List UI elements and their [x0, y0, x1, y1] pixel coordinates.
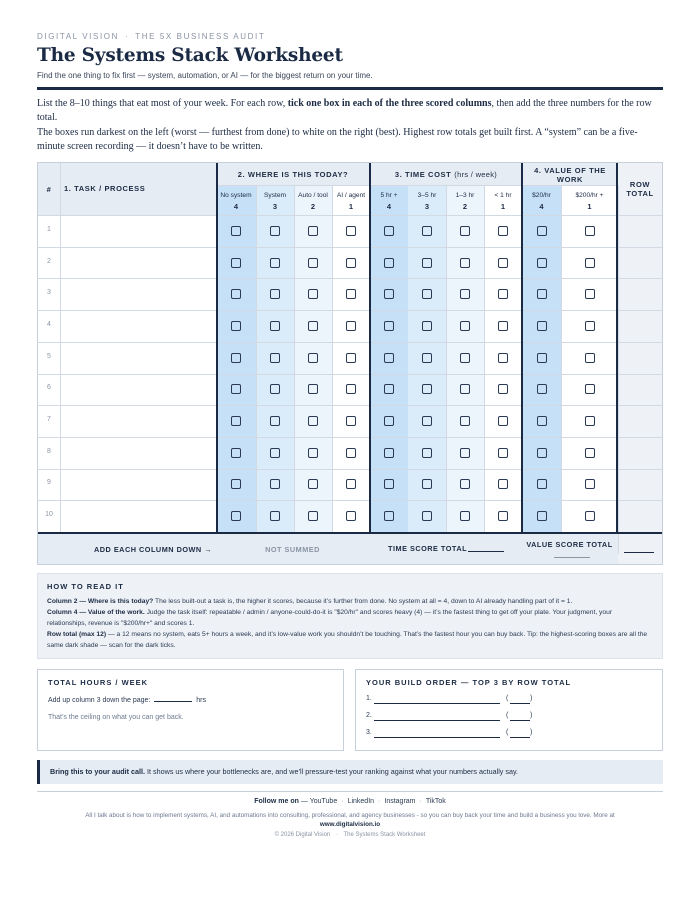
score-checkbox[interactable]: [270, 258, 280, 268]
score-checkbox[interactable]: [270, 511, 280, 521]
total-hours-title: TOTAL HOURS / WEEK: [48, 678, 149, 687]
group-3-col-0-label: 5 hr +: [380, 192, 398, 199]
row-number: 3: [47, 289, 51, 296]
build-order-paren-close: ): [530, 712, 533, 719]
score-checkbox[interactable]: [585, 258, 595, 268]
score-checkbox[interactable]: [384, 353, 394, 363]
group-3-unit: (hrs / week): [454, 170, 498, 179]
score-checkbox[interactable]: [231, 511, 241, 521]
value-total-blank[interactable]: [554, 557, 590, 558]
kicker-brand: DIGITAL VISION: [37, 32, 119, 41]
score-checkbox[interactable]: [422, 416, 432, 426]
score-checkbox[interactable]: [270, 321, 280, 331]
score-checkbox[interactable]: [460, 384, 470, 394]
score-checkbox[interactable]: [460, 479, 470, 489]
row-total-input[interactable]: [620, 278, 662, 310]
build-order-paren-open: (: [506, 695, 509, 702]
score-checkbox[interactable]: [585, 226, 595, 236]
score-checkbox[interactable]: [460, 289, 470, 299]
score-checkbox[interactable]: [270, 416, 280, 426]
score-checkbox[interactable]: [308, 289, 318, 299]
group-2-col-3-score: 1: [348, 202, 354, 211]
section-divider: [616, 163, 618, 564]
build-order-score-blank[interactable]: [510, 703, 530, 704]
kicker-series: THE 5X BUSINESS AUDIT: [135, 32, 266, 41]
row-number: 8: [47, 448, 51, 455]
build-order-item: [366, 695, 656, 705]
task-input[interactable]: [60, 374, 216, 406]
sub-header-divider: [216, 185, 618, 186]
score-checkbox[interactable]: [270, 479, 280, 489]
section-divider: [369, 163, 371, 564]
score-checkbox[interactable]: [270, 448, 280, 458]
intro-paragraph-1: [37, 97, 663, 125]
site-link[interactable]: www.digitalvision.io: [319, 821, 381, 828]
title-rule: [37, 87, 663, 90]
score-checkbox[interactable]: [384, 416, 394, 426]
time-total-blank[interactable]: [468, 551, 504, 552]
score-checkbox[interactable]: [308, 416, 318, 426]
score-checkbox[interactable]: [498, 416, 508, 426]
footer-value-total: VALUE SCORE TOTAL: [526, 540, 613, 549]
score-checkbox[interactable]: [422, 353, 432, 363]
score-checkbox[interactable]: [585, 289, 595, 299]
score-checkbox[interactable]: [460, 226, 470, 236]
group-4-title-line2: WORK: [556, 175, 584, 184]
group-3-col-0-score: 4: [386, 202, 392, 211]
intro-paragraph-2: The boxes run darkest on the left (worst — furthest from done) to white on the right (best). Highest row totals get built first. A “system” can be a five-minute screen recording — it doesn’t have to be written.: [37, 127, 638, 152]
score-checkbox[interactable]: [537, 289, 547, 299]
task-input[interactable]: [60, 405, 216, 437]
copyright: [0, 832, 700, 838]
build-order-paren-close: ): [530, 729, 533, 736]
row-total-line2: TOTAL: [626, 189, 654, 198]
row-total-input[interactable]: [620, 405, 662, 437]
group-4-col-0-score: 4: [539, 202, 544, 211]
audit-emphasis: Bring this to your audit call.: [50, 767, 146, 776]
group-3-title: 3. TIME COST: [394, 170, 452, 179]
row-number: 5: [47, 353, 51, 360]
score-checkbox[interactable]: [384, 226, 394, 236]
score-checkbox[interactable]: [384, 479, 394, 489]
score-checkbox[interactable]: [231, 226, 241, 236]
audit-text: [50, 767, 518, 776]
row-total-sum-blank[interactable]: [624, 552, 654, 553]
how-to-read-column-2-text: The less built-out a task is, the higher it scores, because it’s further from done. No system at all = 4, down to AI already handling part of it = 1.: [153, 598, 573, 605]
audit-body: It shows us where your bottlenecks are, and we’ll pressure-test your ranking against what your numbers actually say.: [145, 767, 519, 776]
how-to-read-title: HOW TO READ IT: [47, 582, 124, 591]
score-checkbox[interactable]: [346, 226, 356, 236]
how-to-read-row-total-label: Row total (max 12): [47, 631, 107, 638]
build-order-paren-close: ): [530, 695, 533, 702]
task-input[interactable]: [60, 469, 216, 501]
copyright-separator: ·: [335, 832, 338, 838]
social-separator: ·: [378, 798, 381, 805]
column-divider: [256, 185, 257, 532]
group-3-col-1-label: 3–5 hr: [417, 192, 437, 199]
row-total-input[interactable]: [620, 342, 662, 374]
footer-not-summed: NOT SUMMED: [265, 545, 320, 554]
score-checkbox[interactable]: [231, 448, 241, 458]
task-input[interactable]: [60, 278, 216, 310]
score-checkbox[interactable]: [422, 384, 432, 394]
follow-dash: —: [300, 798, 308, 805]
score-checkbox[interactable]: [346, 416, 356, 426]
group-3-col-2-label: 1–3 hr: [455, 192, 475, 199]
score-checkbox[interactable]: [498, 353, 508, 363]
score-checkbox[interactable]: [346, 321, 356, 331]
total-hours-box: [37, 669, 344, 751]
score-checkbox[interactable]: [422, 511, 432, 521]
column-task-header: 1. TASK / PROCESS: [64, 184, 146, 193]
column-hash-header: #: [46, 185, 52, 194]
footer-time-total: TIME SCORE TOTAL: [388, 544, 468, 553]
group-4-col-1-score: 1: [587, 202, 592, 211]
score-checkbox[interactable]: [585, 384, 595, 394]
score-checkbox[interactable]: [460, 448, 470, 458]
score-checkbox[interactable]: [422, 321, 432, 331]
row-total-input[interactable]: [620, 437, 662, 469]
task-input[interactable]: [60, 215, 216, 247]
score-checkbox[interactable]: [231, 479, 241, 489]
group-4-title-line1: 4. VALUE OF THE: [534, 166, 606, 175]
how-to-read-column-4-text: Judge the task itself: repeatable / admin / anyone-could-do-it is "$20/hr" and scores heavy (4) — it’s the fastest thing to get off your plate. Your judgment, your relationships, revenue is "$200/hr+" and scores 1.: [47, 609, 613, 627]
score-checkbox[interactable]: [270, 353, 280, 363]
score-checkbox[interactable]: [422, 226, 432, 236]
group-3-col-2-score: 2: [462, 202, 468, 211]
score-checkbox[interactable]: [308, 321, 318, 331]
social-link-tiktok[interactable]: TikTok: [425, 798, 446, 805]
score-checkbox[interactable]: [585, 511, 595, 521]
score-checkbox[interactable]: [231, 258, 241, 268]
group-4-header: [522, 166, 618, 184]
footer-add-label: ADD EACH COLUMN DOWN →: [93, 545, 212, 554]
score-checkbox[interactable]: [460, 321, 470, 331]
copyright-doc: The Systems Stack Worksheet: [343, 832, 426, 838]
kicker: [37, 32, 265, 41]
score-checkbox[interactable]: [537, 416, 547, 426]
how-to-read-column-2: [47, 596, 651, 607]
row-number: 7: [47, 416, 51, 423]
build-order-item: [366, 712, 656, 722]
column-divider: [332, 185, 333, 532]
score-checkbox[interactable]: [585, 416, 595, 426]
group-2-col-2-score: 2: [310, 202, 316, 211]
build-order-item: [366, 729, 656, 739]
task-input[interactable]: [60, 247, 216, 279]
score-checkbox[interactable]: [346, 289, 356, 299]
score-checkbox[interactable]: [346, 353, 356, 363]
score-checkbox[interactable]: [460, 353, 470, 363]
section-divider: [521, 163, 523, 564]
build-order-task-blank[interactable]: [374, 737, 500, 738]
task-input[interactable]: [60, 437, 216, 469]
score-checkbox[interactable]: [585, 448, 595, 458]
group-4-col-0-label: $20/hr: [532, 192, 551, 199]
how-to-read-row-total-text: — a 12 means no system, eats 5+ hours a week, and it’s low-value work you shouldn’t be touching. That’s the fastest hour you can buy back. Tip: the highest-scoring boxes are all the same dark shade — scan for the dark ticks.: [47, 631, 648, 649]
score-checkbox[interactable]: [498, 289, 508, 299]
task-input[interactable]: [60, 342, 216, 374]
score-checkbox[interactable]: [270, 384, 280, 394]
build-order-paren-open: (: [506, 729, 509, 736]
score-checkbox[interactable]: [537, 479, 547, 489]
score-checkbox[interactable]: [346, 384, 356, 394]
row-total-input[interactable]: [620, 374, 662, 406]
how-to-read-panel: [37, 573, 663, 659]
row-number: 1: [47, 226, 51, 233]
build-order-score-blank[interactable]: [510, 737, 530, 738]
build-order-task-blank[interactable]: [374, 703, 500, 704]
score-checkbox[interactable]: [422, 289, 432, 299]
audit-callout: [37, 760, 663, 784]
social-link-linkedin[interactable]: LinkedIn: [347, 798, 375, 805]
total-hours-prompt: Add up column 3 down the page:: [48, 697, 151, 704]
total-hours-unit: hrs: [196, 697, 206, 704]
build-order-number: 2.: [366, 712, 372, 719]
row-number: 10: [45, 511, 53, 518]
score-checkbox[interactable]: [498, 321, 508, 331]
about-body: All I talk about is how to implement systems, AI, and automations into consulting, professional, and agency businesses - so you can buy back your time and build a business you love. More at: [85, 812, 615, 819]
score-checkbox[interactable]: [384, 511, 394, 521]
score-checkbox[interactable]: [346, 448, 356, 458]
group-4-col-1-label: $200/hr +: [575, 192, 604, 199]
score-checkbox[interactable]: [231, 353, 241, 363]
intro-emphasis: tick one box in each of the three scored columns: [287, 98, 492, 109]
build-order-box: [355, 669, 663, 751]
score-checkbox[interactable]: [422, 479, 432, 489]
how-to-read-row-total: [47, 629, 651, 651]
score-checkbox[interactable]: [308, 384, 318, 394]
group-3-header: [370, 170, 522, 179]
row-number: 2: [47, 258, 51, 265]
score-checkbox[interactable]: [231, 321, 241, 331]
score-checkbox[interactable]: [308, 226, 318, 236]
score-checkbox[interactable]: [537, 448, 547, 458]
score-checkbox[interactable]: [308, 258, 318, 268]
social-separator: ·: [419, 798, 422, 805]
score-checkbox[interactable]: [537, 353, 547, 363]
score-checkbox[interactable]: [346, 511, 356, 521]
group-2-col-3-label: AI / agent: [336, 192, 366, 199]
score-checkbox[interactable]: [346, 258, 356, 268]
score-checkbox[interactable]: [498, 258, 508, 268]
group-3-col-3-score: 1: [500, 202, 506, 211]
task-input[interactable]: [60, 310, 216, 342]
total-hours-blank[interactable]: [154, 701, 192, 702]
score-checkbox[interactable]: [585, 353, 595, 363]
score-checkbox[interactable]: [422, 258, 432, 268]
column-divider: [294, 185, 295, 532]
score-checkbox[interactable]: [270, 289, 280, 299]
score-checkbox[interactable]: [498, 226, 508, 236]
score-checkbox[interactable]: [537, 258, 547, 268]
score-checkbox[interactable]: [231, 416, 241, 426]
score-checkbox[interactable]: [537, 226, 547, 236]
score-checkbox[interactable]: [585, 479, 595, 489]
score-checkbox[interactable]: [384, 321, 394, 331]
row-total-input[interactable]: [620, 500, 662, 532]
row-total-header: [618, 180, 662, 198]
group-2-col-0-score: 4: [233, 202, 239, 211]
score-checkbox[interactable]: [460, 511, 470, 521]
group-2-col-1-label: System: [264, 192, 286, 199]
score-checkbox[interactable]: [346, 479, 356, 489]
group-2-col-2-label: Auto / tool: [298, 192, 328, 199]
how-to-read-column-4: [47, 607, 651, 629]
build-order-number: 1.: [366, 695, 372, 702]
build-order-task-blank[interactable]: [374, 720, 500, 721]
task-input[interactable]: [60, 500, 216, 532]
build-order-paren-open: (: [506, 712, 509, 719]
group-2-col-0-label: No system: [220, 192, 252, 199]
worksheet-table: [37, 162, 663, 565]
row-total-input[interactable]: [620, 215, 662, 247]
build-order-score-blank[interactable]: [510, 720, 530, 721]
follow-line: [0, 798, 700, 805]
row-total-input[interactable]: [620, 310, 662, 342]
score-checkbox[interactable]: [498, 448, 508, 458]
group-3-col-3-label: < 1 hr: [494, 192, 512, 199]
row-total-input[interactable]: [620, 247, 662, 279]
copyright-owner: © 2026 Digital Vision: [274, 832, 331, 838]
score-checkbox[interactable]: [308, 353, 318, 363]
score-checkbox[interactable]: [422, 448, 432, 458]
kicker-separator: ·: [124, 32, 130, 41]
score-checkbox[interactable]: [460, 416, 470, 426]
score-checkbox[interactable]: [231, 384, 241, 394]
score-checkbox[interactable]: [308, 479, 318, 489]
score-checkbox[interactable]: [537, 321, 547, 331]
score-checkbox[interactable]: [384, 289, 394, 299]
row-number: 6: [47, 384, 51, 391]
group-2-col-1-score: 3: [272, 202, 278, 211]
column-divider: [446, 185, 447, 532]
column-divider: [618, 185, 619, 554]
build-order-number: 3.: [366, 729, 372, 736]
page-title: The Systems Stack Worksheet: [37, 45, 343, 66]
score-checkbox[interactable]: [308, 448, 318, 458]
intro-text: List the 8–10 things that eat most of your week. For each row,: [37, 98, 288, 109]
intro-text-end: , then add the three numbers for the row total.: [37, 98, 652, 123]
score-checkbox[interactable]: [384, 384, 394, 394]
social-links: [310, 798, 446, 805]
score-checkbox[interactable]: [231, 289, 241, 299]
total-hours-note: That’s the ceiling on what you can get back.: [48, 714, 184, 721]
score-checkbox[interactable]: [498, 479, 508, 489]
social-link-instagram[interactable]: Instagram: [384, 798, 416, 805]
footer-rule: [37, 791, 663, 792]
page-subtitle: Find the one thing to fix first — system, automation, or AI — for the biggest return on your time.: [37, 71, 373, 80]
column-divider: [561, 185, 562, 532]
score-checkbox[interactable]: [308, 511, 318, 521]
row-total-input[interactable]: [620, 469, 662, 501]
how-to-read-column-2-label: Column 2 — Where is this today?: [47, 598, 154, 605]
social-separator: ·: [341, 798, 344, 805]
row-number: 4: [47, 321, 51, 328]
score-checkbox[interactable]: [498, 384, 508, 394]
group-3-col-1-score: 3: [424, 202, 430, 211]
score-checkbox[interactable]: [384, 448, 394, 458]
score-checkbox[interactable]: [384, 258, 394, 268]
score-checkbox[interactable]: [537, 384, 547, 394]
follow-label: Follow me on: [254, 798, 299, 805]
social-link-youtube[interactable]: YouTube: [309, 798, 338, 805]
score-checkbox[interactable]: [537, 511, 547, 521]
score-checkbox[interactable]: [270, 226, 280, 236]
about-text: [60, 811, 640, 829]
score-checkbox[interactable]: [585, 321, 595, 331]
row-total-line1: ROW: [629, 180, 651, 189]
how-to-read-column-4-label: Column 4 — Value of the work.: [47, 609, 145, 616]
column-divider: [484, 185, 485, 532]
section-divider: [216, 163, 218, 564]
build-order-title: YOUR BUILD ORDER — TOP 3 BY ROW TOTAL: [366, 678, 572, 687]
row-number: 9: [47, 479, 51, 486]
group-2-header: 2. WHERE IS THIS TODAY?: [237, 170, 349, 179]
total-hours-line: [48, 697, 206, 704]
score-checkbox[interactable]: [498, 511, 508, 521]
score-checkbox[interactable]: [460, 258, 470, 268]
